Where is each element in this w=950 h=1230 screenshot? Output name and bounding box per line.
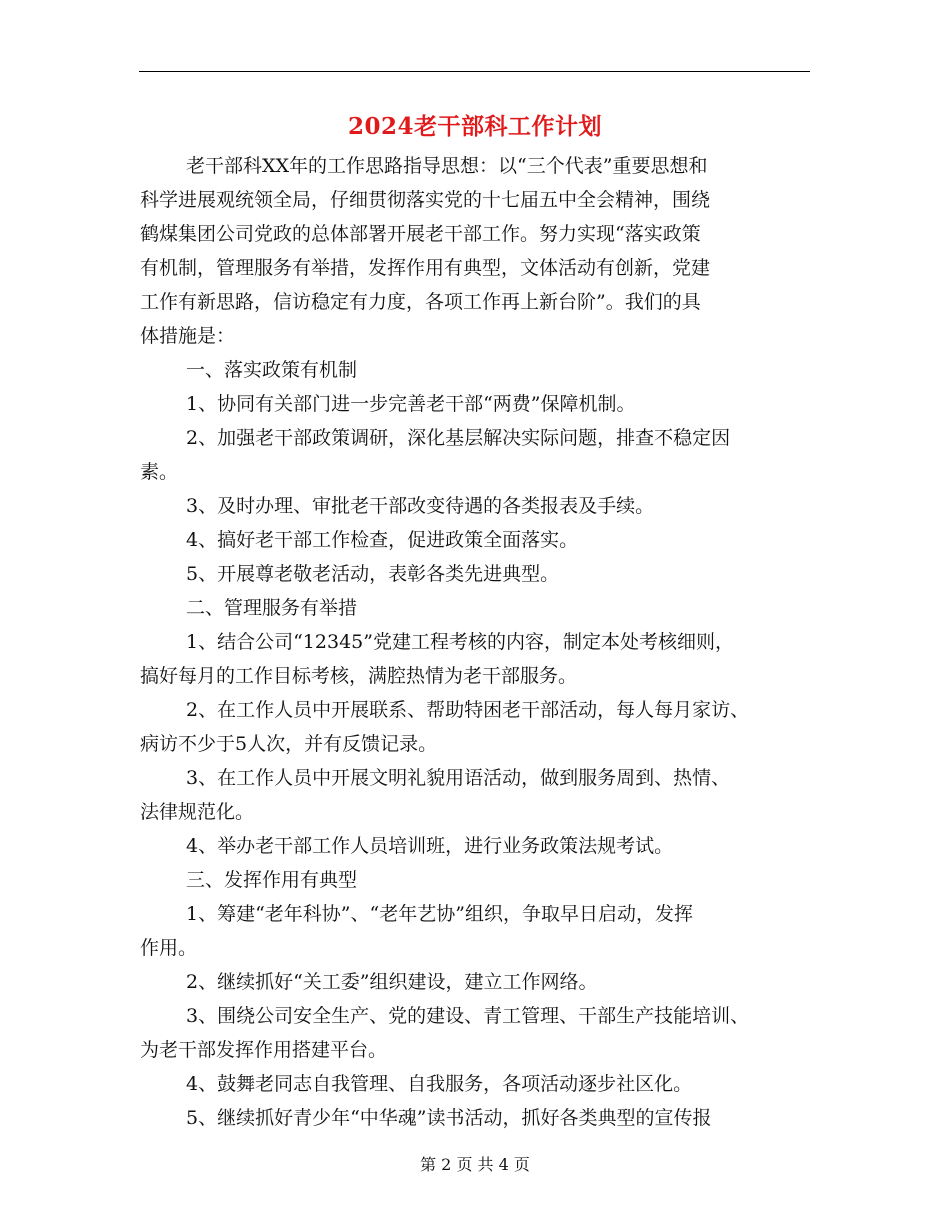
body-line: 有机制，管理服务有举措，发挥作用有典型，文体活动有创新，党建 — [140, 257, 711, 279]
list-item-continuation: 为老干部发挥作用搭建平台。 — [140, 1039, 388, 1061]
list-item: 4、搞好老干部工作检查，促进政策全面落实。 — [186, 529, 579, 551]
list-item: 1、协同有关部门进一步完善老干部“两费”保障机制。 — [186, 393, 636, 415]
section-heading: 一、落实政策有机制 — [186, 359, 358, 381]
body-line: 老干部科XX年的工作思路指导思想：以“三个代表”重要思想和 — [186, 155, 708, 177]
body-line: 科学进展观统领全局，仔细贯彻落实党的十七届五中全会精神，围绕 — [140, 189, 711, 211]
document-title: 2024老干部科工作计划 — [347, 113, 602, 140]
list-item: 4、举办老干部工作人员培训班，进行业务政策法规考试。 — [186, 835, 674, 857]
list-item-continuation: 搞好每月的工作目标考核，满腔热情为老干部服务。 — [140, 665, 578, 687]
list-item: 3、在工作人员中开展文明礼貌用语活动，做到服务周到、热情、 — [186, 767, 731, 789]
body-line: 体措施是： — [140, 325, 236, 347]
document-body — [140, 153, 812, 1139]
list-item: 1、结合公司“12345”党建工程考核的内容，制定本处考核细则， — [186, 631, 734, 653]
body-line: 工作有新思路，信访稳定有力度，各项工作再上新台阶”。我们的具 — [140, 291, 701, 313]
list-item: 5、开展尊老敬老活动，表彰各类先进典型。 — [186, 563, 560, 585]
list-item: 2、继续抓好“关工委”组织建设，建立工作网络。 — [186, 971, 598, 993]
list-item: 2、在工作人员中开展联系、帮助特困老干部活动，每人每月家访、 — [186, 699, 750, 721]
header-rule — [139, 71, 810, 72]
section-heading: 三、发挥作用有典型 — [186, 869, 358, 891]
list-item: 2、加强老干部政策调研，深化基层解决实际问题，排查不稳定因 — [186, 427, 731, 449]
page-number: 第 2 页 共 4 页 — [420, 1155, 530, 1174]
list-item: 1、筹建“老年科协”、“老年艺协”组织，争取早日启动，发挥 — [186, 903, 693, 925]
list-item: 4、鼓舞老同志自我管理、自我服务，各项活动逐步社区化。 — [186, 1073, 693, 1095]
list-item: 3、围绕公司安全生产、党的建设、青工管理、干部生产技能培训、 — [186, 1005, 750, 1027]
list-item-continuation: 法律规范化。 — [140, 801, 255, 823]
list-item-continuation: 病访不少于5人次，并有反馈记录。 — [140, 733, 438, 755]
list-item-continuation: 素。 — [140, 461, 179, 483]
body-line: 鹤煤集团公司党政的总体部署开展老干部工作。努力实现“落实政策 — [140, 223, 701, 245]
section-heading: 二、管理服务有举措 — [186, 597, 358, 619]
list-item-continuation: 作用。 — [140, 937, 198, 959]
list-item: 3、及时办理、审批老干部改变待遇的各类报表及手续。 — [186, 495, 655, 517]
list-item: 5、继续抓好青少年“中华魂”读书活动，抓好各类典型的宣传报 — [186, 1107, 712, 1129]
